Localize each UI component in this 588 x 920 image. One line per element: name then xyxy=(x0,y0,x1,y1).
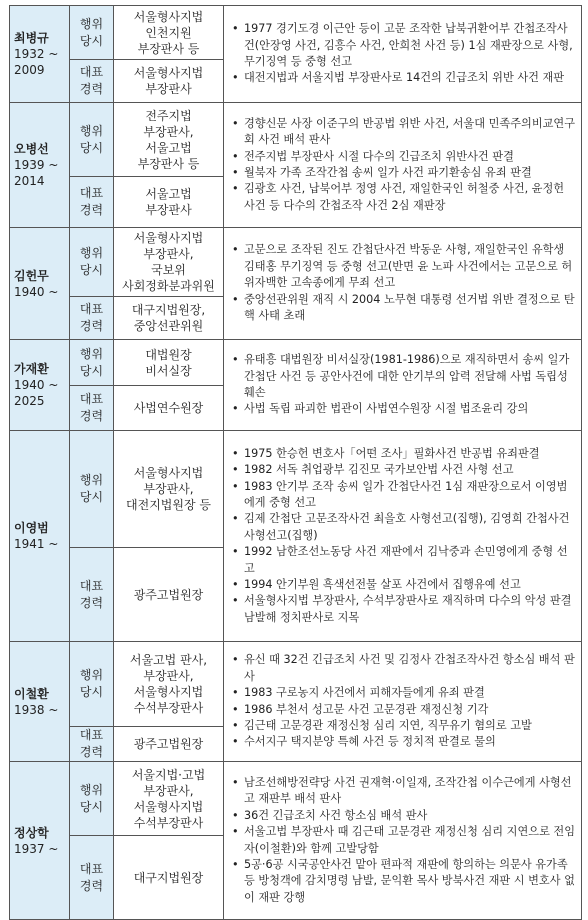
career-position-line: 대구지법원장, xyxy=(131,303,206,317)
act-positions-cell xyxy=(114,762,224,836)
event-item: • 김제 간첩단 고문조작사건 최을호 사형선고(집행), 김영희 간첩사건 사형선고(집행) xyxy=(244,511,578,544)
event-item: • 유태흥 대법원장 비서실장(1981-1986)으로 재직하면서 송씨 일가 간첩단 사건 등 공안사건에 대한 안기부의 압력 전달해 사법 독립성 훼손 xyxy=(244,352,578,401)
event-item: • 경향신문 사장 이준구의 반공법 위반 사건, 서울대 민족주의비교연구회 사건 배석 판사 xyxy=(244,116,578,149)
events-cell xyxy=(224,762,582,920)
label-career-line: 경력 xyxy=(79,203,104,217)
person-name: 가재환 xyxy=(14,362,49,376)
person-name: 정상학 xyxy=(14,825,49,840)
act-position-line: 부장판사, xyxy=(143,669,194,683)
act-position-line: 국보위 xyxy=(151,263,186,277)
act-positions-cell xyxy=(114,431,224,548)
events-cell xyxy=(224,642,582,762)
label-act-time xyxy=(70,103,114,177)
event-item: • 1986 부천서 성고문 사건 고문경관 재정신청 기각 xyxy=(244,702,578,718)
person-name-cell xyxy=(10,340,70,431)
label-career xyxy=(70,177,114,228)
label-act-time xyxy=(70,431,114,548)
act-position-line: 부장판사, xyxy=(143,124,194,139)
label-career xyxy=(70,297,114,340)
career-position-line: 중앙선관위원 xyxy=(133,319,204,333)
person-name-cell xyxy=(10,228,70,340)
label-career-line: 경력 xyxy=(79,82,104,96)
act-position-line: 인천지원 xyxy=(145,25,192,40)
label-career-line: 경력 xyxy=(79,595,104,610)
label-career-line: 대표 xyxy=(79,578,104,593)
person-years: 1932 ~ xyxy=(14,47,59,61)
label-act-line: 행위 xyxy=(79,668,104,682)
events-list xyxy=(230,775,578,906)
events-list xyxy=(230,352,578,418)
act-position-line: 서울형사지법 xyxy=(133,466,204,480)
label-career-line: 경력 xyxy=(79,745,104,759)
career-positions-cell xyxy=(114,548,224,642)
act-positions-cell xyxy=(114,228,224,297)
label-career-line: 경력 xyxy=(79,319,104,333)
act-position-line: 대법원장 xyxy=(145,347,192,362)
events-cell xyxy=(224,228,582,340)
act-position-line: 부장판사 등 xyxy=(137,156,200,171)
person-name: 최병규 xyxy=(14,31,49,45)
event-item: • 전주지법 부장판사 시절 다수의 긴급조치 위반사건 판결 xyxy=(244,149,578,165)
event-item: • 서울고법 부장판사 때 김근태 고문경관 재정신청 심리 지연으로 전임자(이철환)와 함께 고발당함 xyxy=(244,824,578,857)
event-item: • 1992 남한조선노동당 사건 재판에서 김낙중과 손민영에게 중형 선고 xyxy=(244,544,578,577)
person-name-cell xyxy=(10,6,70,103)
act-positions-cell xyxy=(114,340,224,386)
career-positions-cell xyxy=(114,836,224,920)
career-position-line: 사법연수원장 xyxy=(133,401,204,415)
person-years: 1940 ~ xyxy=(14,284,59,299)
event-item: • 1983 구로농지 사건에서 피해자들에게 유죄 판결 xyxy=(244,685,578,701)
label-act-line: 당시 xyxy=(79,140,104,155)
career-positions-cell xyxy=(114,386,224,431)
person-name: 이철환 xyxy=(14,686,49,701)
judges-table xyxy=(9,5,582,920)
label-act-line: 당시 xyxy=(79,363,104,378)
act-position-line: 서울형사지법 xyxy=(133,231,204,245)
label-act-line: 행위 xyxy=(79,473,104,487)
event-item: • 고문으로 조작된 진도 간첩단사건 박동운 사형, 재일한국인 유학생 김태홍 무기징역 등 중형 선고(반면 윤 노파 사건에서는 고문으로 허위자백한 고속종에게 무죄 선고 xyxy=(244,242,578,291)
career-position-line: 부장판사 xyxy=(145,203,192,217)
label-career xyxy=(70,548,114,642)
event-item: • 김근태 고문경관 재정신청 심리 지연, 직무유기 혐의로 고발 xyxy=(244,718,578,734)
label-career-line: 경력 xyxy=(79,409,104,423)
career-positions-cell xyxy=(114,297,224,340)
label-act-line: 행위 xyxy=(79,782,104,797)
act-position-line: 수석부장판사 xyxy=(133,701,204,715)
act-positions-cell xyxy=(114,103,224,177)
judges-table-body xyxy=(10,6,582,920)
career-position-line: 서울형사지법 xyxy=(133,66,204,80)
label-act-line: 행위 xyxy=(79,16,104,31)
act-position-line: 부장판사 등 xyxy=(137,41,200,56)
act-position-line: 대전지법원장 등 xyxy=(126,498,211,512)
career-position-line: 서울고법 xyxy=(145,187,192,201)
events-cell xyxy=(224,340,582,431)
event-item: • 대전지법과 서울지법 부장판사로 14건의 긴급조치 위반 사건 재판 xyxy=(244,70,578,86)
person-row-act xyxy=(10,6,582,60)
events-cell xyxy=(224,6,582,103)
label-act-line: 행위 xyxy=(79,246,104,260)
events-list xyxy=(230,21,578,87)
event-item: • 수서지구 택지분양 특혜 사건 등 정치적 판결로 물의 xyxy=(244,734,578,750)
label-act-time xyxy=(70,228,114,297)
event-item: • 1977 경기도경 이근안 등이 고문 조작한 납북귀환어부 간첩조작사건(안장영 사건, 김흥수 사건, 안희천 사건 등) 1심 재판장으로 사형, 무기징역 등 중형 선고 xyxy=(244,21,578,70)
person-row-act xyxy=(10,228,582,297)
label-act-time xyxy=(70,642,114,727)
act-positions-cell xyxy=(114,6,224,60)
career-positions-cell xyxy=(114,177,224,228)
person-years: 2025 xyxy=(14,394,45,408)
act-position-line: 서울지법·고법 xyxy=(131,767,206,782)
label-act-line: 행위 xyxy=(79,123,104,138)
label-career-line: 대표 xyxy=(79,302,104,316)
judges-table-container xyxy=(9,5,581,920)
act-position-line: 부장판사, xyxy=(143,783,194,798)
event-item: • 사법 독립 파괴한 법관이 사법연수원장 시절 법조윤리 강의 xyxy=(244,401,578,417)
person-row-act xyxy=(10,431,582,548)
label-act-line: 당시 xyxy=(79,799,104,814)
label-career-line: 대표 xyxy=(79,728,104,742)
person-row-act xyxy=(10,103,582,177)
label-career-line: 대표 xyxy=(79,65,104,79)
event-item: • 1983 안기부 조작 송씨 일가 간첩단사건 1심 재판장으로서 이영범에게 중형 선고 xyxy=(244,479,578,512)
person-years: 2009 xyxy=(14,63,45,77)
person-name: 이영범 xyxy=(14,521,49,535)
label-career-line: 경력 xyxy=(79,878,104,893)
person-row-act xyxy=(10,340,582,386)
event-item: • 월북자 가족 조작간첩 송씨 일가 사건 파기환송심 유죄 판결 xyxy=(244,165,578,181)
person-name-cell xyxy=(10,103,70,228)
act-position-line: 비서실장 xyxy=(145,363,192,378)
event-item: • 1975 한승헌 변호사「어떤 조사」필화사건 반공법 유죄판결 xyxy=(244,446,578,462)
events-cell xyxy=(224,431,582,642)
label-career-line: 대표 xyxy=(79,186,104,200)
act-position-line: 서울형사지법 xyxy=(133,9,204,24)
act-position-line: 사회정화분과위원 xyxy=(122,279,215,293)
career-position-line: 대구지법원장 xyxy=(133,870,204,885)
label-career-line: 대표 xyxy=(79,392,104,406)
person-years: 2014 xyxy=(14,174,45,188)
person-years: 1940 ~ xyxy=(14,378,59,392)
events-list xyxy=(230,446,578,626)
label-act-time xyxy=(70,340,114,386)
act-position-line: 서울고법 xyxy=(145,140,192,155)
career-position-line: 광주고법원장 xyxy=(133,587,204,602)
person-name-cell xyxy=(10,431,70,642)
event-item: • 유신 때 32건 긴급조치 사건 및 김정사 간첩조작사건 항소심 배석 판사 xyxy=(244,652,578,685)
career-position-line: 부장판사 xyxy=(145,82,192,96)
label-act-line: 당시 xyxy=(79,263,104,277)
act-positions-cell xyxy=(114,642,224,727)
label-career xyxy=(70,836,114,920)
label-act-line: 당시 xyxy=(79,490,104,504)
event-item: • 1994 안기부원 흑색선전물 살포 사건에서 집행유예 선고 xyxy=(244,577,578,593)
person-years: 1941 ~ xyxy=(14,537,59,551)
act-position-line: 부장판사, xyxy=(143,482,194,496)
events-list xyxy=(230,116,578,214)
event-item: • 김광호 사건, 납북어부 정영 사건, 재일한국인 허철중 사건, 윤정헌 사건 등 다수의 간첩조작 사건 2심 재판장 xyxy=(244,181,578,214)
events-cell xyxy=(224,103,582,228)
label-act-time xyxy=(70,762,114,836)
event-item: • 서울형사지법 부장판사, 수석부장판사로 재직하며 다수의 악성 판결 남발해 정치판사로 지목 xyxy=(244,593,578,626)
act-position-line: 서울고법 판사, xyxy=(129,653,208,667)
person-name: 김헌무 xyxy=(14,268,49,283)
act-position-line: 서울형사지법 xyxy=(133,685,204,699)
event-item: • 남조선해방전략당 사건 권재혁·이일재, 조작간첩 이수근에게 사형선고 재판부 배석 판사 xyxy=(244,775,578,808)
person-row-act xyxy=(10,642,582,727)
event-item: • 1982 서독 취업광부 김진모 국가보안법 사건 사형 선고 xyxy=(244,462,578,478)
person-years: 1939 ~ xyxy=(14,158,59,172)
event-item: • 중앙선관위원 재직 시 2004 노무현 대통령 선거법 위반 결정으로 탄핵 사태 초래 xyxy=(244,292,578,325)
person-row-act xyxy=(10,762,582,836)
act-position-line: 부장판사, xyxy=(143,247,194,261)
label-career xyxy=(70,60,114,103)
label-act-line: 당시 xyxy=(79,33,104,48)
label-career xyxy=(70,727,114,762)
events-list xyxy=(230,652,578,750)
career-position-line: 광주고법원장 xyxy=(133,737,204,751)
events-list xyxy=(230,242,578,324)
event-item: • 36건 긴급조치 사건 항소심 배석 판사 xyxy=(244,808,578,824)
act-position-line: 전주지법 xyxy=(145,108,192,123)
career-positions-cell xyxy=(114,60,224,103)
label-career xyxy=(70,386,114,431)
person-years: 1937 ~ xyxy=(14,841,59,856)
act-position-line: 서울형사지법 xyxy=(133,799,204,814)
label-career-line: 대표 xyxy=(79,861,104,876)
label-act-line: 행위 xyxy=(79,346,104,361)
person-years: 1938 ~ xyxy=(14,702,59,717)
act-position-line: 수석부장판사 xyxy=(133,815,204,830)
label-act-line: 당시 xyxy=(79,685,104,699)
event-item: • 5공·6공 시국공안사건 맡아 편파적 재판에 항의하는 의문사 유가족 등 방청객에 감치명령 남발, 문익환 목사 방북사건 재판 시 변호사 없이 재판 강행 xyxy=(244,857,578,906)
career-positions-cell xyxy=(114,727,224,762)
person-name-cell xyxy=(10,762,70,920)
person-name-cell xyxy=(10,642,70,762)
person-name: 오병선 xyxy=(14,142,49,156)
label-act-time xyxy=(70,6,114,60)
